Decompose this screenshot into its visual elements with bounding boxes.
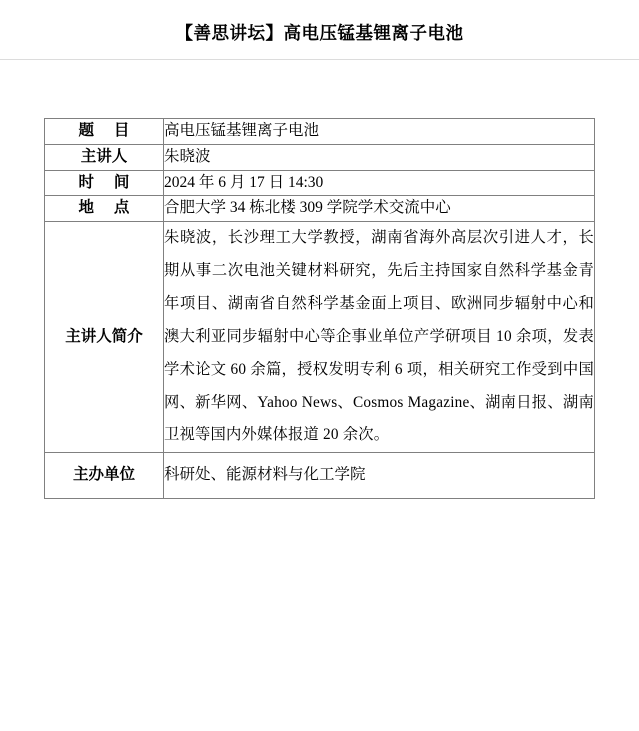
row-label-organizer: 主办单位 [45,453,164,499]
title-spacer [0,60,639,118]
row-label-time: 时 间 [45,170,164,196]
row-value-location: 合肥大学 34 栋北楼 309 学院学术交流中心 [164,196,595,222]
table-row [45,119,595,145]
row-value-topic: 高电压锰基锂离子电池 [164,119,595,145]
table-row [45,222,595,453]
row-value-bio: 朱晓波，长沙理工大学教授，湖南省海外高层次引进人才，长期从事二次电池关键材料研究，先后主持国家自然科学基金青年项目、湖南省自然科学基金面上项目、欧洲同步辐射中心和澳大利亚同步辐射中心等企事业单位产学研项目 10 余项，发表学术论文 60 余篇，授权发明专利 6 项，相关研究工作受到中国网、新华网、Yahoo News、Cosmos Magazine、湖南日报、湖南卫视等国内外媒体报道 20 余次。 [164,222,595,453]
table-row [45,196,595,222]
row-label-bio: 主讲人简介 [45,222,164,453]
row-label-location: 地 点 [45,196,164,222]
table-row [45,453,595,499]
info-table-wrapper [0,118,639,499]
seminar-info-table [44,118,595,499]
row-value-organizer: 科研处、能源材料与化工学院 [164,453,595,499]
table-row [45,170,595,196]
row-value-speaker: 朱晓波 [164,144,595,170]
row-label-topic: 题 目 [45,119,164,145]
table-row [45,144,595,170]
row-value-time: 2024 年 6 月 17 日 14:30 [164,170,595,196]
page-title: 【善思讲坛】高电压锰基锂离子电池 [175,23,464,43]
row-label-speaker: 主讲人 [45,144,164,170]
